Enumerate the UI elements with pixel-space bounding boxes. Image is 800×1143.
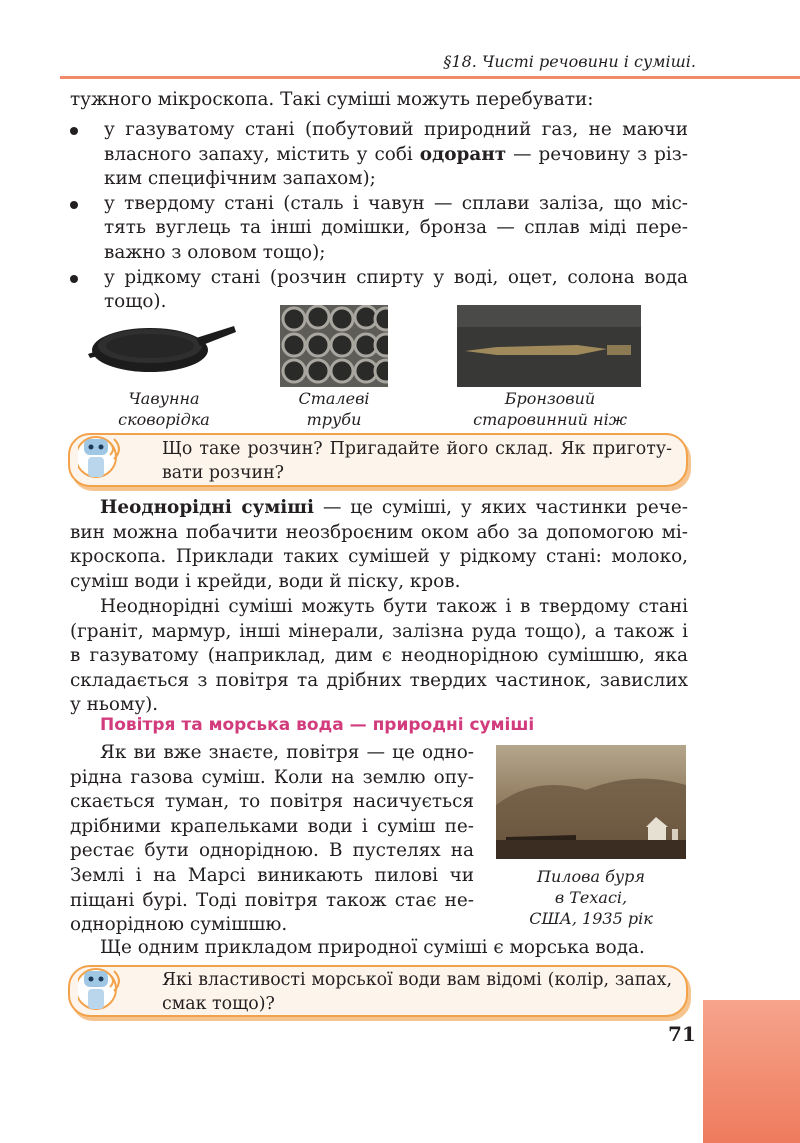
section-heading: Повітря та морська вода — природні суміші — [100, 715, 535, 735]
question-text — [162, 968, 672, 1016]
cast-iron-pan-image — [88, 308, 238, 380]
bullet-line — [104, 143, 688, 168]
paragraph-line: кроскопа. Приклади таких сумішей у рідкому стані: молоко, — [70, 546, 688, 568]
caption-line: Бронзовий — [504, 389, 596, 408]
paragraph-heterogeneous — [70, 496, 688, 594]
term-odorant: одорант — [419, 143, 507, 165]
paragraph-line: дрібними крапельками води і суміш пе- — [70, 815, 474, 837]
question-line: Що таке розчин? Пригадайте його склад. Як приготу- — [162, 439, 672, 459]
paragraph-line: складається з повітря та дрібних твердих частинок, завислих — [70, 669, 688, 691]
paragraph-line: Ще одним прикладом природної суміші є морська вода. — [100, 937, 645, 958]
question-line: вати розчин? — [162, 463, 284, 483]
paragraph-air — [70, 741, 474, 938]
caption-line: Пилова буря — [537, 867, 645, 886]
term-heterogeneous: Неоднорідні суміші — [100, 497, 315, 518]
paragraph-line: однорідною сумішшю. — [70, 914, 288, 936]
header-rule — [60, 76, 800, 79]
bullet-dot — [70, 127, 78, 135]
pipes-caption — [274, 388, 394, 430]
caption-line: сковорідка — [118, 410, 210, 429]
storm-caption — [506, 866, 676, 929]
bullet-line: ким специфічним запахом); — [104, 168, 376, 190]
paragraph-line: в газуватому (наприклад, дим є неоднорідною сумішшю, яка — [70, 645, 688, 667]
paragraph-line: Як ви вже знаєте, повітря — це одно- — [100, 742, 474, 763]
paragraph-line: суміш води і крейди, води й піску, кров. — [70, 570, 461, 592]
caption-line: США, 1935 рік — [529, 909, 653, 928]
steel-pipes-image — [280, 305, 388, 387]
header-title: §18. Чисті речовини і суміші. — [443, 52, 696, 71]
question-box — [68, 433, 688, 487]
page-corner-decoration — [703, 1000, 800, 1143]
intro-text — [70, 88, 688, 113]
bullet-line: у рідкому стані (розчин спирту у воді, оцет, солона вода — [104, 266, 688, 288]
paragraph-line: скається туман, то повітря насичується — [70, 791, 474, 813]
paragraph-line: піщані бурі. Тоді повітря також стає не- — [70, 889, 474, 911]
caption-line: в Техасі, — [554, 888, 628, 907]
paragraph-line-part: — це суміші, у яких частинки рече- — [314, 497, 688, 518]
robot-icon — [78, 429, 148, 491]
caption-line: Чавунна — [128, 389, 200, 408]
paragraph-sea-water — [70, 936, 688, 961]
bullet-line-part: — речовину з різ- — [506, 143, 688, 165]
bullet-line-part: власного запаху, містить у собі — [104, 143, 420, 165]
paragraph-line: вин можна побачити неозброєним оком або за допомогою мі- — [70, 521, 688, 543]
question-line: смак тощо)? — [162, 994, 275, 1014]
bullet-list — [70, 118, 688, 315]
running-header — [60, 50, 800, 80]
bullet-line: тять вуглець та інші домішки, бронза — сплав міді пере- — [104, 217, 688, 239]
question-line: Які властивості морської води вам відомі (колір, запах, — [162, 970, 672, 990]
paragraph-solid-gas — [70, 595, 688, 718]
knife-caption — [470, 388, 630, 430]
bullet-dot — [70, 201, 78, 209]
paragraph-line: у ньому). — [70, 694, 159, 716]
intro-line: тужного мікроскопа. Такі суміші можуть перебувати: — [70, 89, 594, 110]
bullet-dot — [70, 275, 78, 283]
paragraph-line: Неоднорідні суміші можуть бути також і в твердому стані — [100, 596, 688, 617]
caption-line: Сталеві — [298, 389, 370, 408]
caption-line: старовинний ніж — [473, 410, 627, 429]
question-text — [162, 437, 672, 485]
paragraph-line: Землі і на Марсі виникають пилові чи — [70, 864, 474, 886]
paragraph-line: рестає бути однорідною. В пустелях на — [70, 840, 474, 862]
paragraph-line: (граніт, мармур, інші мінерали, залізна руда тощо), а також і — [70, 620, 688, 642]
caption-line: труби — [306, 410, 362, 429]
bullet-item-solid — [70, 192, 688, 266]
dust-storm-image — [496, 745, 686, 859]
robot-icon — [78, 961, 148, 1023]
bronze-knife-image — [457, 305, 641, 387]
bullet-item-gas — [70, 118, 688, 192]
bullet-line: у твердому стані (сталь і чавун — сплави заліза, що міс- — [104, 192, 688, 214]
question-box — [68, 965, 688, 1017]
bullet-line: тощо). — [104, 291, 167, 313]
bullet-line: важно з оловом тощо); — [104, 241, 326, 263]
bullet-line: у газуватому стані (побутовий природний газ, не маючи — [104, 119, 688, 140]
paragraph-line: рідна газова суміш. Коли на землю опу- — [70, 766, 474, 788]
pan-caption — [104, 388, 224, 430]
paragraph-line — [70, 496, 688, 521]
page-number: 71 — [668, 1022, 696, 1046]
